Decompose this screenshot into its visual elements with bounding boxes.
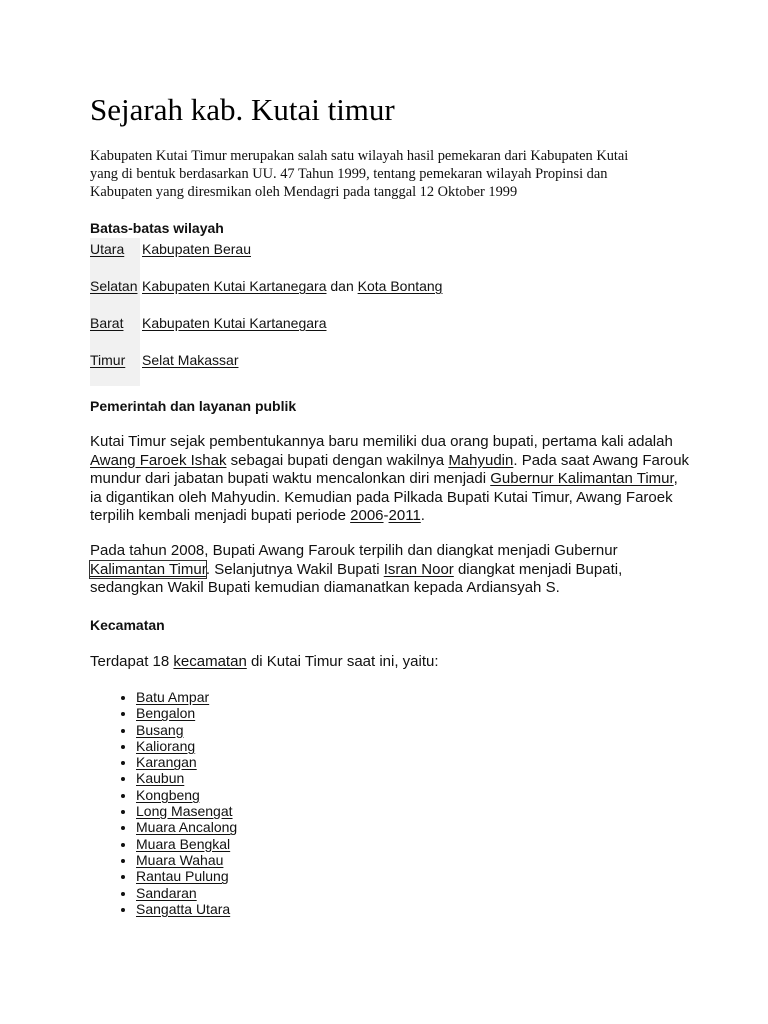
batas-key-barat[interactable]: Barat [90,315,124,331]
kecamatan-link[interactable]: Busang [136,721,184,738]
list-item [136,770,237,786]
batas-value-barat[interactable]: Kabupaten Kutai Kartanegara [142,315,327,331]
batas-key-utara[interactable]: Utara [90,241,125,257]
link-2011[interactable]: 2011 [388,507,421,524]
kecamatan-link[interactable]: Batu Ampar [136,689,210,705]
list-item [136,885,237,901]
kecamatan-link[interactable]: Bengalon [136,705,196,722]
batas-heading: Batas-batas wilayah [90,220,224,236]
kecamatan-list [90,689,237,917]
list-item [136,852,237,868]
text-run: Kutai Timur sejak pembentukannya baru memiliki dua orang bupati, pertama kali adalah [90,433,673,450]
intro-paragraph [90,147,700,201]
batas-table [90,238,442,386]
text-run: Terdapat 18 [90,653,174,670]
text-run: . [420,507,425,524]
kecamatan-link[interactable]: Rantau Pulung [136,868,229,885]
table-row [90,238,442,275]
text-run: di Kutai Timur saat ini, yaitu: [246,653,439,670]
batas-value-utara[interactable]: Kabupaten Berau [142,241,251,257]
link-awang-faroek-ishak[interactable]: Awang Faroek Ishak [90,451,227,469]
batas-key-selatan[interactable]: Selatan [90,278,138,294]
batas-conjunction: dan [326,278,358,294]
intro-line-3: Kabupaten yang diresmikan oleh Mendagri pada tanggal 12 Oktober 1999 [90,184,518,200]
link-kalimantan-timur[interactable]: Kalimantan Timur [90,560,206,578]
kecamatan-link[interactable]: Karangan [136,754,197,771]
pemerintah-paragraph-1 [90,433,690,526]
text-run: sebagai bupati dengan wakilnya [226,451,449,469]
text-run: . Selanjutnya Wakil Bupati [205,560,384,578]
kecamatan-link[interactable]: Muara Bengkal [136,835,231,852]
batas-value-selatan-2[interactable]: Kota Bontang [357,278,443,294]
batas-key-timur[interactable]: Timur [90,352,126,368]
kecamatan-intro [90,653,690,672]
list-item [136,722,237,738]
kecamatan-link[interactable]: Sandaran [136,884,197,901]
kecamatan-link[interactable]: Muara Wahau [136,851,224,868]
list-item [136,803,237,819]
kecamatan-link[interactable]: Kongbeng [136,786,200,803]
kecamatan-link[interactable]: Kaliorang [136,737,196,754]
table-row [90,275,442,312]
kecamatan-link[interactable]: Long Masengat [136,803,233,820]
list-item [136,836,237,852]
text-run: , ia digantikan oleh Mahyudin. Kemudian pada Pilkada Bupati Kutai Timur, Awang Faroek terpilih kembali menjadi bupati periode [90,470,678,524]
link-2006[interactable]: 2006 [350,507,384,524]
link-mahyudin[interactable]: Mahyudin [448,451,514,469]
kecamatan-link[interactable]: Kaubun [136,770,185,787]
list-item [136,738,237,754]
kecamatan-heading: Kecamatan [90,617,165,633]
page-title: Sejarah kab. Kutai timur [90,92,395,127]
link-kecamatan[interactable]: kecamatan [173,653,247,670]
intro-line-2: yang di bentuk berdasarkan UU. 47 Tahun 1999, tentang pemekaran wilayah Propinsi dan [90,166,608,182]
text-run: diangkat menjadi Bupati, sedangkan Wakil Bupati kemudian diamanatkan kepada Ardiansyah S. [90,560,623,596]
list-item [136,705,237,721]
text-run: Pada tahun 2008, Bupati Awang Farouk terpilih dan diangkat menjadi Gubernur [90,542,618,559]
table-row [90,349,442,386]
list-item [136,901,237,917]
pemerintah-heading: Pemerintah dan layanan publik [90,398,297,414]
list-item [136,787,237,803]
kecamatan-link[interactable]: Muara Ancalong [136,819,238,836]
batas-value-selatan[interactable]: Kabupaten Kutai Kartanegara [142,278,327,294]
list-item [136,689,237,705]
pemerintah-paragraph-2 [90,542,690,598]
table-row [90,312,442,349]
intro-line-1: Kabupaten Kutai Timur merupakan salah satu wilayah hasil pemekaran dari Kabupaten Kutai [90,148,629,164]
link-gubernur-kalimantan-timur[interactable]: Gubernur Kalimantan Timur [490,470,674,487]
link-isran-noor[interactable]: Isran Noor [383,560,454,578]
list-item [136,868,237,884]
text-run: . Pada saat Awang Farouk mundur dari jabatan bupati waktu mencalonkan diri menjadi [90,451,690,487]
list-item [136,754,237,770]
kecamatan-link[interactable]: Sangatta Utara [136,900,231,917]
list-item [136,819,237,835]
batas-value-timur[interactable]: Selat Makassar [142,352,239,368]
text-run: - [383,507,389,524]
